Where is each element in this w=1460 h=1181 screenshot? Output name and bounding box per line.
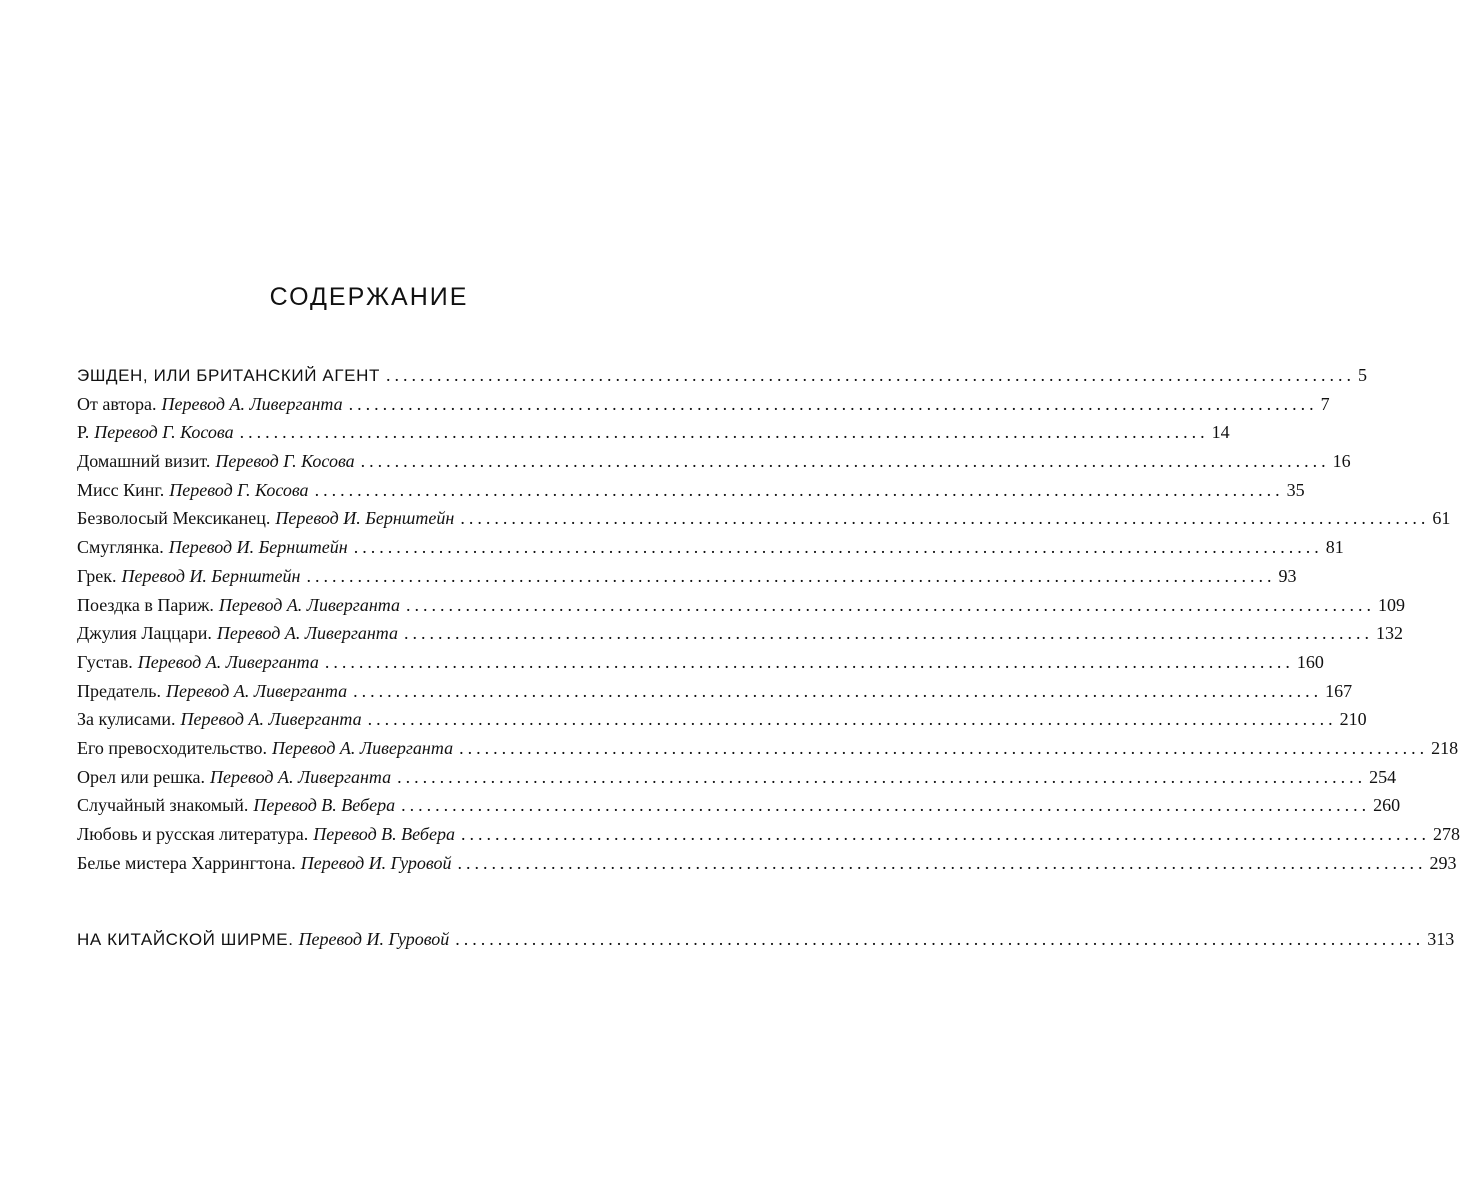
- toc-page-number: 167: [1325, 680, 1353, 701]
- toc-entry: [77, 390, 1330, 419]
- toc-dot-leader: ..................................................................................................................: [367, 709, 1337, 730]
- toc-translator: Перевод А. Ливерганта: [165, 680, 348, 701]
- toc-section-title: НА КИТАЙСКОЙ ШИРМЕ.: [77, 930, 294, 949]
- toc-dot-leader: ..................................................................................................................: [324, 651, 1294, 672]
- toc-entry: [77, 677, 1353, 706]
- toc-translator: Перевод А. Ливерганта: [180, 709, 362, 730]
- toc-page-number: 109: [1377, 594, 1405, 615]
- toc-entry-title: Домашний визит.: [77, 451, 211, 472]
- toc-entry: [77, 619, 1403, 648]
- toc-page-number: 160: [1296, 651, 1324, 672]
- toc-entry-title: За кулисами.: [77, 709, 176, 730]
- toc-page-number: 278: [1432, 824, 1460, 844]
- toc-entry-title: Джулия Лаццари.: [77, 623, 212, 644]
- toc-entry: [77, 591, 1405, 620]
- toc-translator: Перевод И. Гуровой: [300, 852, 452, 873]
- toc-entry-title: Мисс Кинг.: [77, 479, 165, 500]
- toc-dot-leader: ..................................................................................................................: [401, 795, 1371, 816]
- toc-entry: [77, 791, 1401, 820]
- toc-translator: Перевод В. Вебера: [313, 824, 455, 844]
- toc-page-number: 35: [1286, 479, 1305, 500]
- toc-entry-title: Орел или решка.: [77, 766, 206, 787]
- toc-entry: [77, 447, 1351, 476]
- toc-dot-leader: ..................................................................................................................: [385, 365, 1355, 385]
- toc-entry: [77, 533, 1344, 562]
- toc-dot-leader: ..................................................................................................................: [460, 508, 1430, 529]
- toc-dot-leader: ..................................................................................................................: [404, 623, 1373, 644]
- toc-translator: Перевод В. Вебера: [253, 795, 396, 816]
- toc-dot-leader: ..................................................................................................................: [306, 565, 1276, 586]
- toc-entry: [77, 476, 1305, 505]
- toc-page-number: 14: [1211, 422, 1230, 443]
- toc-entry: [77, 734, 1459, 763]
- toc-page-number: 210: [1339, 709, 1367, 730]
- toc-entry: [77, 648, 1324, 677]
- toc-dot-leader: ..................................................................................................................: [460, 824, 1430, 844]
- toc-entry-title: От автора.: [77, 393, 157, 414]
- toc-entry-title: Любовь и русская литература.: [77, 824, 309, 844]
- toc-dot-leader: ..................................................................................................................: [397, 766, 1367, 787]
- toc-entry: [77, 418, 1230, 447]
- toc-entry-title: Безволосый Мексиканец.: [77, 508, 271, 529]
- toc-dot-leader: ..................................................................................................................: [314, 479, 1284, 500]
- toc-translator: Перевод А. Ливерганта: [218, 594, 400, 615]
- toc-page-number: 7: [1320, 393, 1330, 414]
- toc-entry: [77, 504, 1451, 533]
- toc-entry: [77, 849, 1457, 878]
- toc-translator: Перевод И. Бернштейн: [121, 565, 301, 586]
- toc-entry: [77, 763, 1397, 792]
- toc-translator: Перевод Г. Косова: [169, 479, 309, 500]
- toc-dot-leader: ..................................................................................................................: [457, 852, 1427, 873]
- toc-entry-title: Р.: [77, 422, 90, 443]
- toc-page-number: 293: [1429, 852, 1457, 873]
- toc-page-number: 81: [1325, 537, 1344, 558]
- toc-section-heading: [77, 925, 1455, 954]
- toc-entry-title: Белье мистера Харрингтона.: [77, 852, 296, 873]
- toc-dot-leader: ..................................................................................................................: [348, 393, 1318, 414]
- toc-page-number: 93: [1278, 565, 1297, 586]
- toc-section-heading: [77, 361, 1367, 390]
- toc-translator: Перевод А. Ливерганта: [210, 766, 392, 787]
- toc-translator: Перевод И. Бернштейн: [168, 537, 348, 558]
- toc-entries: [77, 390, 1460, 878]
- toc-dot-leader: ..................................................................................................................: [455, 929, 1425, 949]
- toc-entry-title: Густав.: [77, 651, 133, 672]
- toc-translator: Перевод И. Гуровой: [298, 929, 450, 949]
- toc-translator: Перевод А. Ливерганта: [272, 737, 454, 758]
- toc-translator: Перевод А. Ливерганта: [161, 393, 343, 414]
- toc-page-number: 132: [1376, 623, 1403, 644]
- toc-entry-title: Поездка в Париж.: [77, 594, 214, 615]
- toc-page-number: 218: [1431, 737, 1459, 758]
- toc-entry-title: Смуглянка.: [77, 537, 164, 558]
- table-of-contents-part-2: [77, 925, 1455, 954]
- toc-entry: [77, 562, 1297, 591]
- toc-page-number: 260: [1373, 795, 1401, 816]
- toc-dot-leader: ..................................................................................................................: [353, 537, 1323, 558]
- toc-dot-leader: ..................................................................................................................: [405, 594, 1375, 615]
- table-of-contents-part-1: [77, 361, 1460, 877]
- toc-page-number: 5: [1357, 365, 1367, 385]
- toc-dot-leader: ..................................................................................................................: [360, 451, 1330, 472]
- toc-translator: Перевод А. Ливерганта: [137, 651, 319, 672]
- toc-section-title: ЭШДЕН, ИЛИ БРИТАНСКИЙ АГЕНТ: [77, 366, 380, 385]
- toc-page-number: 254: [1369, 766, 1397, 787]
- toc-page-number: 313: [1427, 929, 1455, 949]
- toc-entry-title: Предатель.: [77, 680, 161, 701]
- toc-entry: [77, 705, 1367, 734]
- toc-entry-title: Его превосходительство.: [77, 737, 267, 758]
- toc-entry-title: Случайный знакомый.: [77, 795, 249, 816]
- toc-entry-title: Грек.: [77, 565, 117, 586]
- toc-translator: Перевод Г. Косова: [94, 422, 234, 443]
- toc-dot-leader: ..................................................................................................................: [459, 737, 1429, 758]
- toc-translator: Перевод И. Бернштейн: [275, 508, 455, 529]
- toc-dot-leader: ..................................................................................................................: [353, 680, 1323, 701]
- toc-entry: [77, 820, 1460, 849]
- page-title: СОДЕРЖАНИЕ: [269, 283, 469, 311]
- toc-page-number: 16: [1332, 451, 1351, 472]
- toc-page-number: 61: [1432, 508, 1451, 529]
- toc-dot-leader: ..................................................................................................................: [239, 422, 1209, 443]
- toc-translator: Перевод Г. Косова: [215, 451, 355, 472]
- toc-translator: Перевод А. Ливерганта: [216, 623, 398, 644]
